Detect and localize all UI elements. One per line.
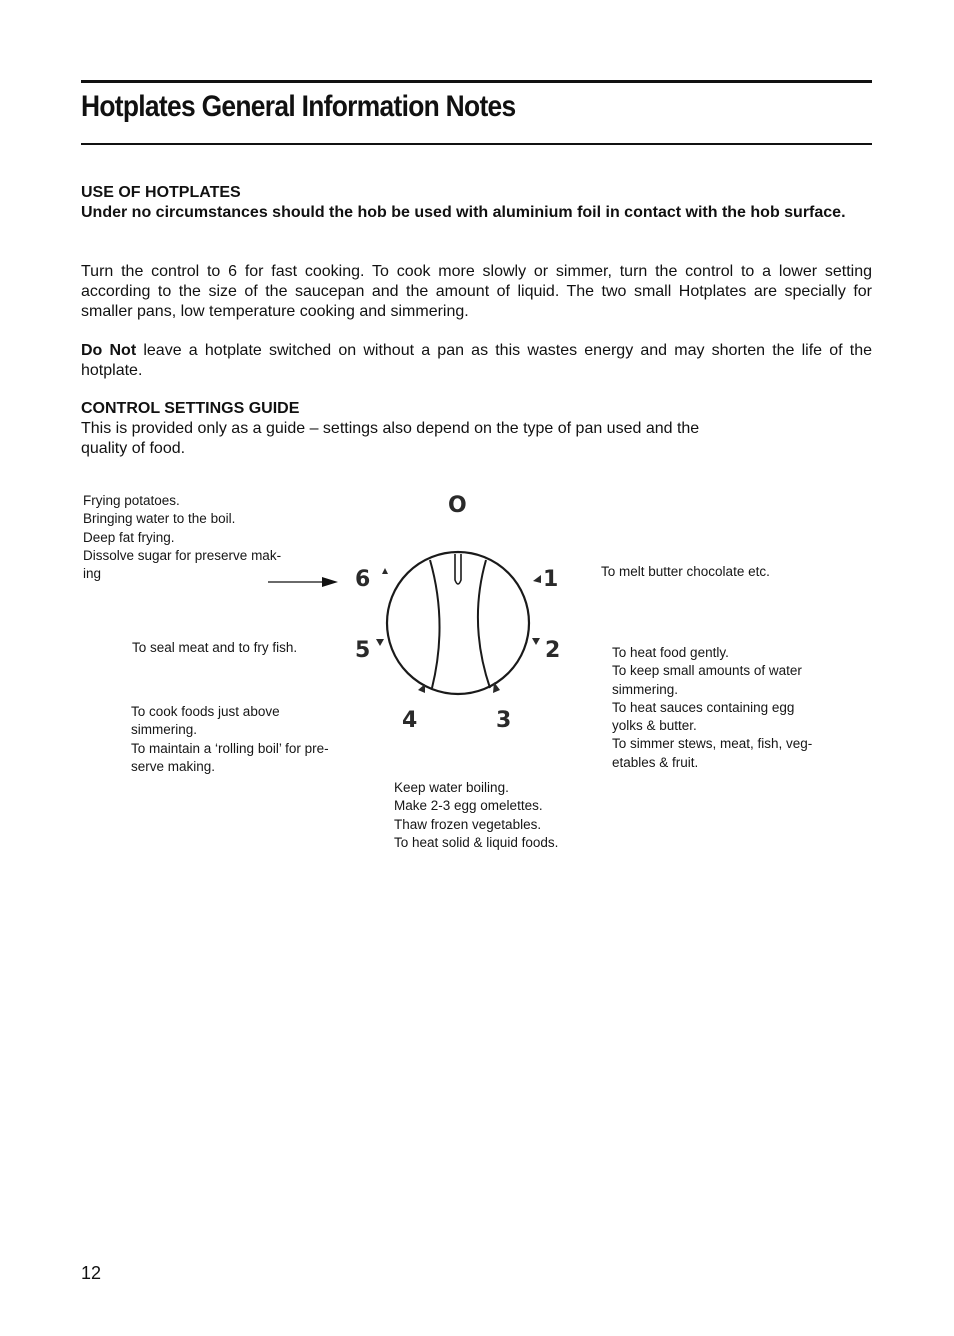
note-setting-1	[601, 563, 770, 581]
page-number: 12	[81, 1263, 102, 1283]
note-line: To melt butter chocolate etc.	[601, 564, 770, 579]
note-line: To heat sauces containing egg	[612, 699, 795, 715]
control-paragraph: Turn the control to 6 for fast cooking. To cook more slowly or simmer, turn the control to a lower setting according to the size of the saucepan and the amount of liquid. The two small Hotplates are specially for smaller pans, low temperature cooking and simmering.	[81, 263, 872, 320]
guide-line-1: This is provided only as a guide – settings also depend on the type of pan used and the	[81, 419, 700, 437]
marker-5-icon	[376, 639, 384, 646]
knob-grip-left	[430, 560, 440, 688]
note-line: etables & fruit.	[612, 754, 699, 770]
dial-label-0: O	[448, 493, 467, 518]
note-setting-6	[83, 492, 281, 583]
knob-pointer-indicator	[455, 554, 461, 584]
note-line: To cook foods just above	[131, 704, 280, 719]
foil-warning: Under no circumstances should the hob be used with aluminium foil in contact with the hob surface.	[81, 203, 846, 221]
guide-line-2: quality of food.	[81, 439, 186, 457]
dial-label-2: 2	[545, 638, 561, 663]
marker-6-icon	[382, 568, 388, 574]
dial-label-6: 6	[355, 567, 371, 592]
note-line: To heat solid & liquid foods.	[394, 834, 559, 850]
note-setting-3	[394, 779, 558, 852]
note-line: Frying potatoes.	[83, 493, 180, 508]
note-line: yolks & butter.	[612, 718, 697, 734]
note-line: To seal meat and to fry fish.	[132, 640, 298, 655]
note-line: simmering.	[131, 722, 198, 738]
note-line: To keep small amounts of water	[612, 663, 802, 679]
marker-1-icon	[533, 575, 541, 583]
do-not-text: leave a hotplate switched on without a pan as this wastes energy and may shorten the life of the hotplate.	[81, 342, 873, 379]
dial-label-4: 4	[402, 708, 418, 733]
note-line: ing	[83, 566, 102, 582]
note-line: simmering.	[612, 681, 679, 697]
note-line: Keep water boiling.	[394, 780, 509, 795]
dial-label-1: 1	[543, 567, 559, 592]
note-line: To maintain a ‘rolling boil’ for pre-	[131, 740, 329, 756]
note-line: To simmer stews, meat, fish, veg-	[612, 736, 813, 752]
pointer-arrow-head	[322, 577, 338, 587]
note-line: Thaw frozen vegetables.	[394, 816, 542, 832]
knob-outline	[387, 552, 529, 694]
page-title: Hotplates General Information Notes	[81, 90, 516, 123]
note-line: Deep fat frying.	[83, 529, 175, 545]
note-setting-2	[612, 644, 812, 772]
note-line: Dissolve sugar for preserve mak-	[83, 547, 282, 563]
use-heading: USE OF HOTPLATES	[81, 184, 241, 201]
marker-4-icon	[418, 684, 425, 693]
knob-grip-right	[478, 560, 490, 688]
note-line: To heat food gently.	[612, 645, 729, 660]
do-not-bold: Do Not	[81, 342, 137, 359]
note-line: Make 2-3 egg omelettes.	[394, 798, 543, 814]
note-line: serve making.	[131, 758, 216, 774]
note-setting-4	[131, 703, 329, 776]
note-line: Bringing water to the boil.	[83, 511, 236, 527]
marker-2-icon	[532, 638, 540, 645]
dial-label-3: 3	[496, 708, 512, 733]
guide-heading: CONTROL SETTINGS GUIDE	[81, 400, 300, 417]
dial-label-5: 5	[355, 638, 371, 663]
note-setting-5	[132, 639, 297, 657]
